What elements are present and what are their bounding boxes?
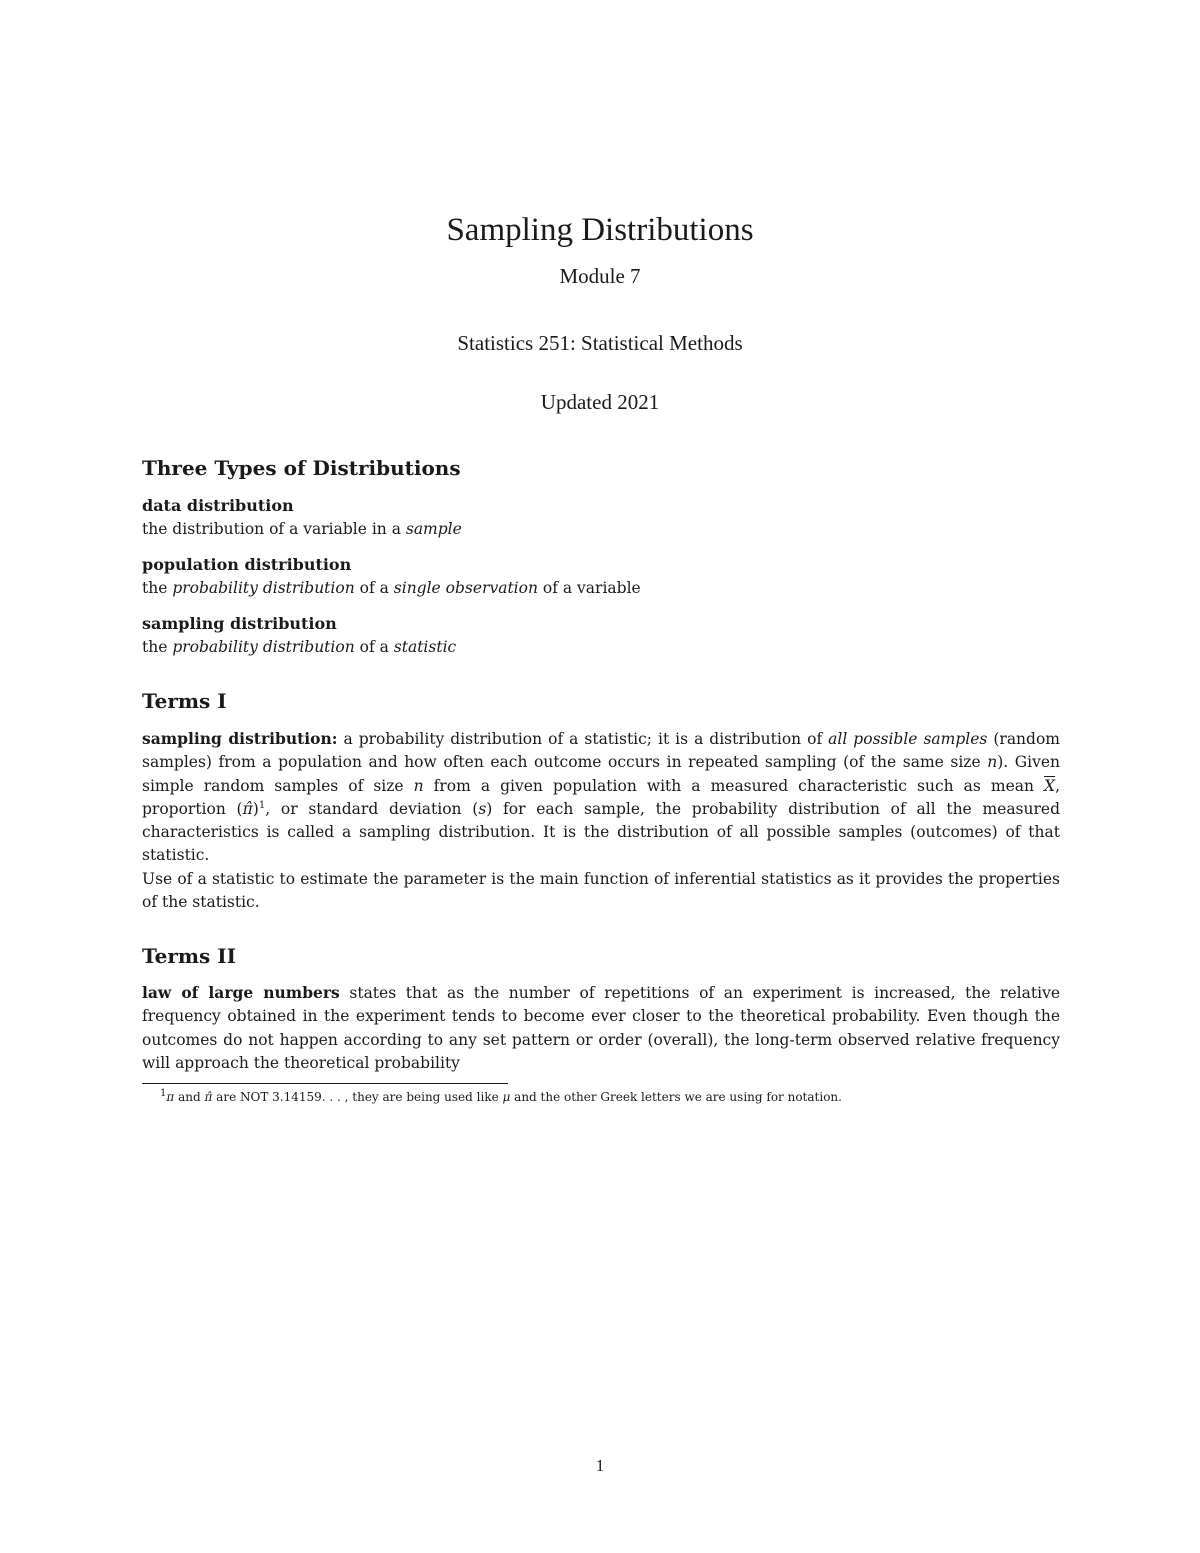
section-heading-three-types: Three Types of Distributions — [142, 456, 461, 480]
module-label: Module 7 — [559, 264, 641, 288]
section-heading-terms-i: Terms I — [142, 689, 227, 713]
footnote-marker: 1 — [258, 799, 266, 811]
page-number: 1 — [595, 1456, 605, 1475]
def-population-distribution: the probability distribution of a single observation of a variable — [142, 579, 641, 597]
section-heading-terms-ii: Terms II — [142, 944, 236, 968]
course-name: Statistics 251: Statistical Methods — [457, 331, 743, 355]
updated-date: Updated 2021 — [540, 390, 660, 414]
def-sampling-distribution: the probability distribution of a statistic — [142, 638, 457, 656]
term-sampling-distribution: sampling distribution — [142, 614, 337, 633]
term-population-distribution: population distribution — [142, 555, 352, 574]
footnote-rule — [142, 1083, 508, 1084]
xbar-symbol: $\overline{X}$ — [1044, 776, 1056, 795]
term-data-distribution: data distribution — [142, 496, 294, 515]
document-title: Sampling Distributions — [446, 212, 754, 248]
term-sampling-distribution-colon: sampling distribution: — [142, 729, 338, 748]
def-data-distribution: the distribution of a variable in a sample — [142, 520, 462, 538]
terms-ii-paragraph: law of large numbers states that as the number of repetitions of an experiment is increased, the relative frequency obtained in the experiment tends to become ever closer to the theoretical probability. Even though the outcomes do not happen according to any set pattern or order (overall), the long-term observed relative frequency will approach the theoretical probability — [142, 983, 1060, 1072]
terms-i-paragraph: sampling distribution: a probability distribution of a statistic; it is a distribution of all possible samples (random samples) from a population and how often each outcome occurs in repeated sampling (of the same size n). Given simple random samples of size n from a given population with a measured characteristic such as mean $\overline{X}$, proportion (π̂)$^1$, or standard deviation (s) for each sample, the probability distribution of all the measured characteristics is called a sampling distribution. It is the distribution of all possible samples (outcomes) of that statistic. Use of a statistic to estimate the parameter is the main function of inferential statistics as it provides the properties of the statistic. — [142, 729, 1061, 912]
footnote: $^1$π and π̂ are NOT 3.14159. . . , they are being used like μ and the other Greek letters we are using for notation. — [160, 1088, 842, 1104]
term-law-of-large-numbers: law of large numbers — [142, 983, 340, 1002]
